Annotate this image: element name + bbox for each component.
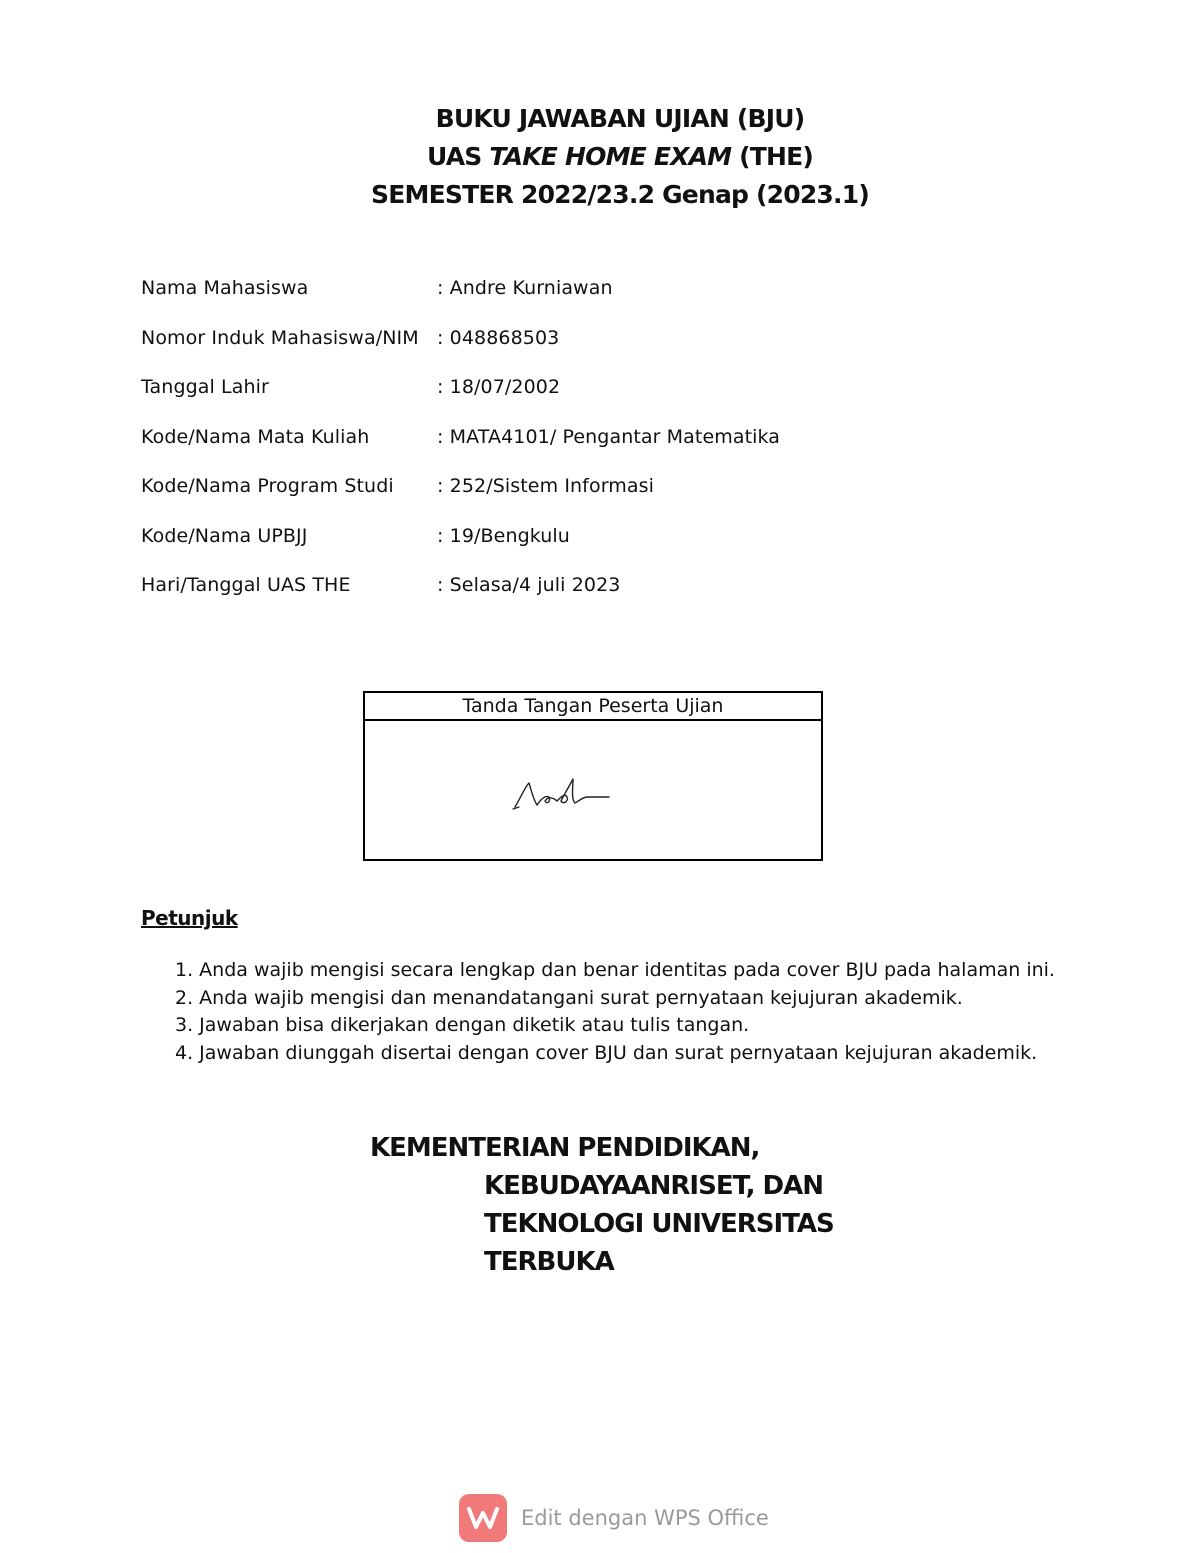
ministry-line-1: KEMENTERIAN PENDIDIKAN,: [370, 1133, 760, 1163]
identity-label: Hari/Tanggal UAS THE: [141, 574, 351, 596]
instructions-list: [175, 957, 1055, 1067]
identity-value: : 252/Sistem Informasi: [437, 475, 654, 497]
ministry-line-4: TERBUKA: [484, 1247, 614, 1277]
instruction-item: 3. Jawaban bisa dikerjakan dengan diketik atau tulis tangan.: [175, 1014, 750, 1036]
identity-value: : 048868503: [437, 326, 560, 349]
instructions-title: Petunjuk: [141, 906, 238, 930]
identity-value: : 18/07/2002: [437, 376, 561, 398]
identity-label: Kode/Nama Mata Kuliah: [141, 425, 370, 448]
handwritten-signature: [511, 777, 611, 817]
signature-box: [363, 691, 823, 861]
identity-label: Kode/Nama UPBJJ: [141, 524, 308, 547]
ministry-block: [370, 1129, 834, 1281]
identity-label: Nomor Induk Mahasiswa/NIM: [141, 326, 419, 349]
wps-edit-text: Edit dengan WPS Office: [521, 1506, 769, 1530]
title-line-2-suffix: (THE): [731, 142, 814, 171]
identity-label: Kode/Nama Program Studi: [141, 475, 394, 497]
title-line-3: SEMESTER 2022/23.2 Genap (2023.1): [371, 180, 869, 209]
title-line-2-prefix: UAS: [426, 142, 490, 171]
instruction-item: 1. Anda wajib mengisi secara lengkap dan benar identitas pada cover BJU pada halaman ini.: [175, 959, 1055, 981]
identity-value: : MATA4101/ Pengantar Matematika: [437, 425, 781, 448]
title-line-2: [0, 138, 1200, 176]
document-title: [0, 100, 1200, 214]
wps-office-logo-icon: [459, 1494, 507, 1542]
wps-edit-link[interactable]: [459, 1494, 769, 1542]
ministry-line-3: TEKNOLOGI UNIVERSITAS: [484, 1209, 834, 1239]
identity-label: Tanggal Lahir: [141, 376, 269, 398]
instruction-item: 4. Jawaban diunggah disertai dengan cover BJU dan surat pernyataan kejujuran akademik.: [175, 1041, 1038, 1064]
identity-value: : Selasa/4 juli 2023: [437, 574, 621, 596]
title-line-2-italic: TAKE HOME EXAM: [489, 142, 732, 171]
identity-value: : 19/Bengkulu: [437, 524, 570, 547]
instruction-item: 2. Anda wajib mengisi dan menandatangani surat pernyataan kejujuran akademik.: [175, 986, 963, 1009]
signature-area: [365, 721, 821, 859]
signature-box-header: Tanda Tangan Peserta Ujian: [365, 693, 821, 721]
identity-label: Nama Mahasiswa: [141, 277, 309, 299]
identity-value: : Andre Kurniawan: [437, 277, 613, 299]
title-line-1: BUKU JAWABAN UJIAN (BJU): [435, 104, 805, 133]
ministry-line-2: KEBUDAYAANRISET, DAN: [484, 1171, 823, 1201]
